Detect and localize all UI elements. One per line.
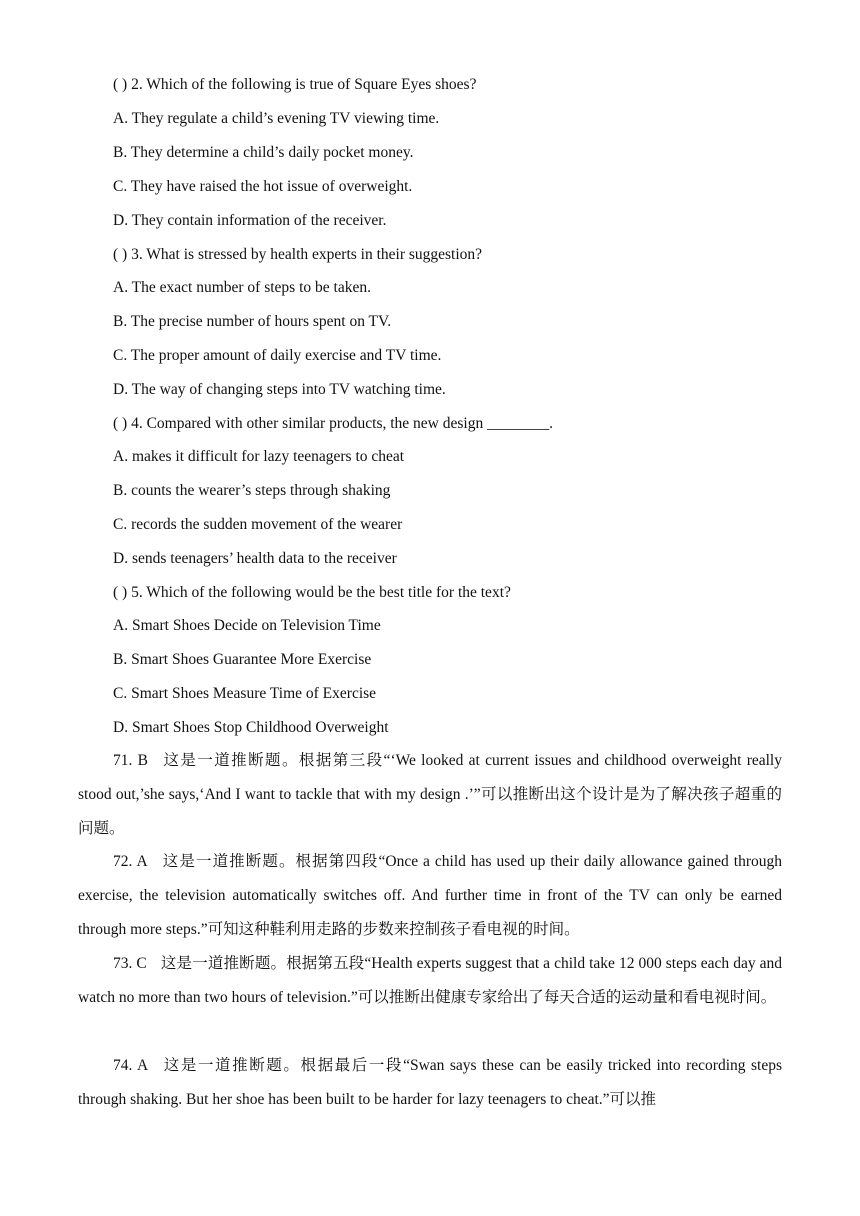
answer-73 (78, 947, 782, 1015)
question-5-option-a: A. Smart Shoes Decide on Television Time (113, 617, 381, 634)
answer-74-number: 74. A (113, 1057, 149, 1074)
question-5-option-c: C. Smart Shoes Measure Time of Exercise (113, 685, 377, 702)
question-4-option-d: D. sends teenagers’ health data to the receiver (113, 550, 397, 567)
question-5-option-b: B. Smart Shoes Guarantee More Exercise (113, 651, 372, 668)
question-2-option-a: A. They regulate a child’s evening TV viewing time. (113, 110, 440, 127)
answer-74-explanation: 这是一道推断题。根据最后一段“Swan says these can be easily tricked into recording steps through shaking. But her shoe has been built to be harder for lazy teenagers to cheat.”可以推 (78, 1057, 782, 1108)
question-5-stem: ( ) 5. Which of the following would be the best title for the text? (113, 584, 511, 601)
answer-71-number: 71. B (113, 752, 149, 769)
answer-72-number: 72. A (113, 853, 148, 870)
answer-72-explanation: 这是一道推断题。根据第四段“Once a child has used up their daily allowance gained through exercise, the television automatically switches off. And further time in front of the TV can only be earned through more steps.”可知这种鞋利用走路的步数来控制孩子看电视的时间。 (78, 853, 782, 938)
question-4-option-c: C. records the sudden movement of the wearer (113, 516, 403, 533)
question-4-option-b: B. counts the wearer’s steps through shaking (113, 482, 391, 499)
question-3-stem: ( ) 3. What is stressed by health experts in their suggestion? (113, 246, 483, 263)
question-4-option-a: A. makes it difficult for lazy teenagers to cheat (113, 448, 405, 465)
answer-71 (78, 744, 782, 846)
question-4-stem: ( ) 4. Compared with other similar products, the new design ________. (113, 415, 553, 432)
question-2-stem: ( ) 2. Which of the following is true of Square Eyes shoes? (113, 76, 477, 93)
answer-74 (78, 1049, 782, 1117)
answer-73-number: 73. C (113, 955, 147, 972)
question-2-option-c: C. They have raised the hot issue of overweight. (113, 178, 413, 195)
question-3-option-d: D. The way of changing steps into TV watching time. (113, 381, 446, 398)
question-2-option-d: D. They contain information of the receiver. (113, 212, 387, 229)
question-3-option-c: C. The proper amount of daily exercise and TV time. (113, 347, 442, 364)
answer-73-explanation: 这是一道推断题。根据第五段“Health experts suggest that a child take 12 000 steps each day and watch no more than two hours of television.”可以推断出健康专家给出了每天合适的运动量和看电视时间。 (78, 955, 782, 1006)
question-2-option-b: B. They determine a child’s daily pocket money. (113, 144, 414, 161)
question-3-option-b: B. The precise number of hours spent on TV. (113, 313, 392, 330)
answer-72 (78, 845, 782, 947)
question-3-option-a: A. The exact number of steps to be taken. (113, 279, 371, 296)
question-5-option-d: D. Smart Shoes Stop Childhood Overweight (113, 719, 389, 736)
answer-71-explanation: 这是一道推断题。根据第三段“‘We looked at current issues and childhood overweight really stood out,’she says,‘And I want to tackle that with my design .’”可以推断出这个设计是为了解决孩子超重的问题。 (78, 752, 782, 837)
